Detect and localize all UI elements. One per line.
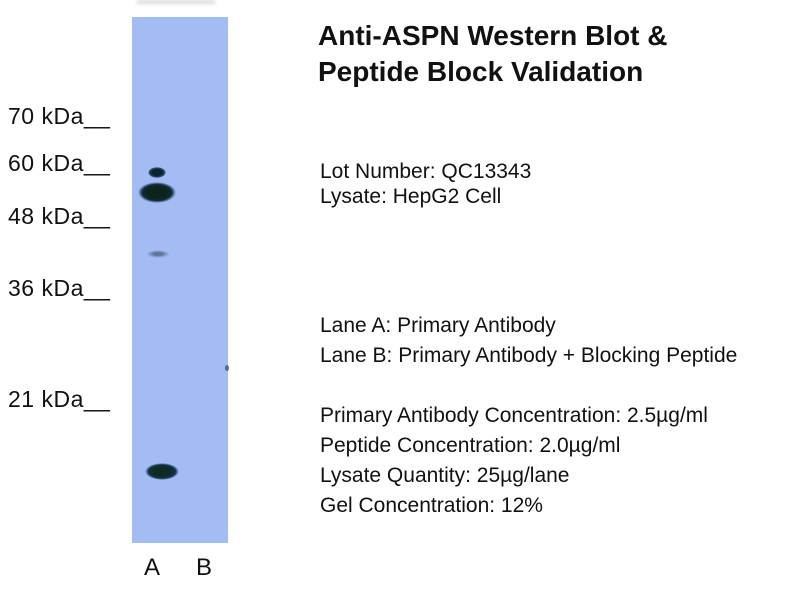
mw-marker-70kda: 70 kDa__ [8,103,111,129]
lane-legend-block [320,311,737,371]
figure-title-line1: Anti-ASPN Western Blot & [318,20,668,51]
band-lower-lane-a [145,463,179,480]
band-strong-lane-a [138,182,176,203]
band-faint-lane-a [146,250,170,258]
mw-marker-60kda: 60 kDa__ [8,150,111,176]
lysate-quantity-text: Lysate Quantity: 25µg/lane [320,464,570,487]
lane-b-description: Lane B: Primary Antibody + Blocking Peptide [320,344,738,367]
lysate-text: Lysate: HepG2 Cell [320,185,502,208]
mw-marker-21kda: 21 kDa__ [8,386,111,412]
figure-title [318,18,668,90]
mw-marker-48kda: 48 kDa__ [8,203,111,229]
primary-antibody-concentration-text: Primary Antibody Concentration: 2.5µg/ml [320,404,708,427]
mw-marker-36kda: 36 kDa__ [8,275,111,301]
gel-edge-speck [225,365,229,371]
band-upper-lane-a [148,167,166,178]
gel-top-smudge [137,0,215,4]
peptide-concentration-text: Peptide Concentration: 2.0µg/ml [320,434,621,457]
lane-label-a: A [144,554,161,581]
conditions-block [320,401,708,521]
lane-a-description: Lane A: Primary Antibody [320,314,556,337]
lane-label-b: B [196,554,213,581]
gel-concentration-text: Gel Concentration: 12% [320,494,543,517]
lot-lysate-block [320,159,531,209]
lot-number-text: Lot Number: QC13343 [320,160,532,183]
gel-strip-image [132,17,228,543]
figure-title-line2: Peptide Block Validation [318,56,644,87]
